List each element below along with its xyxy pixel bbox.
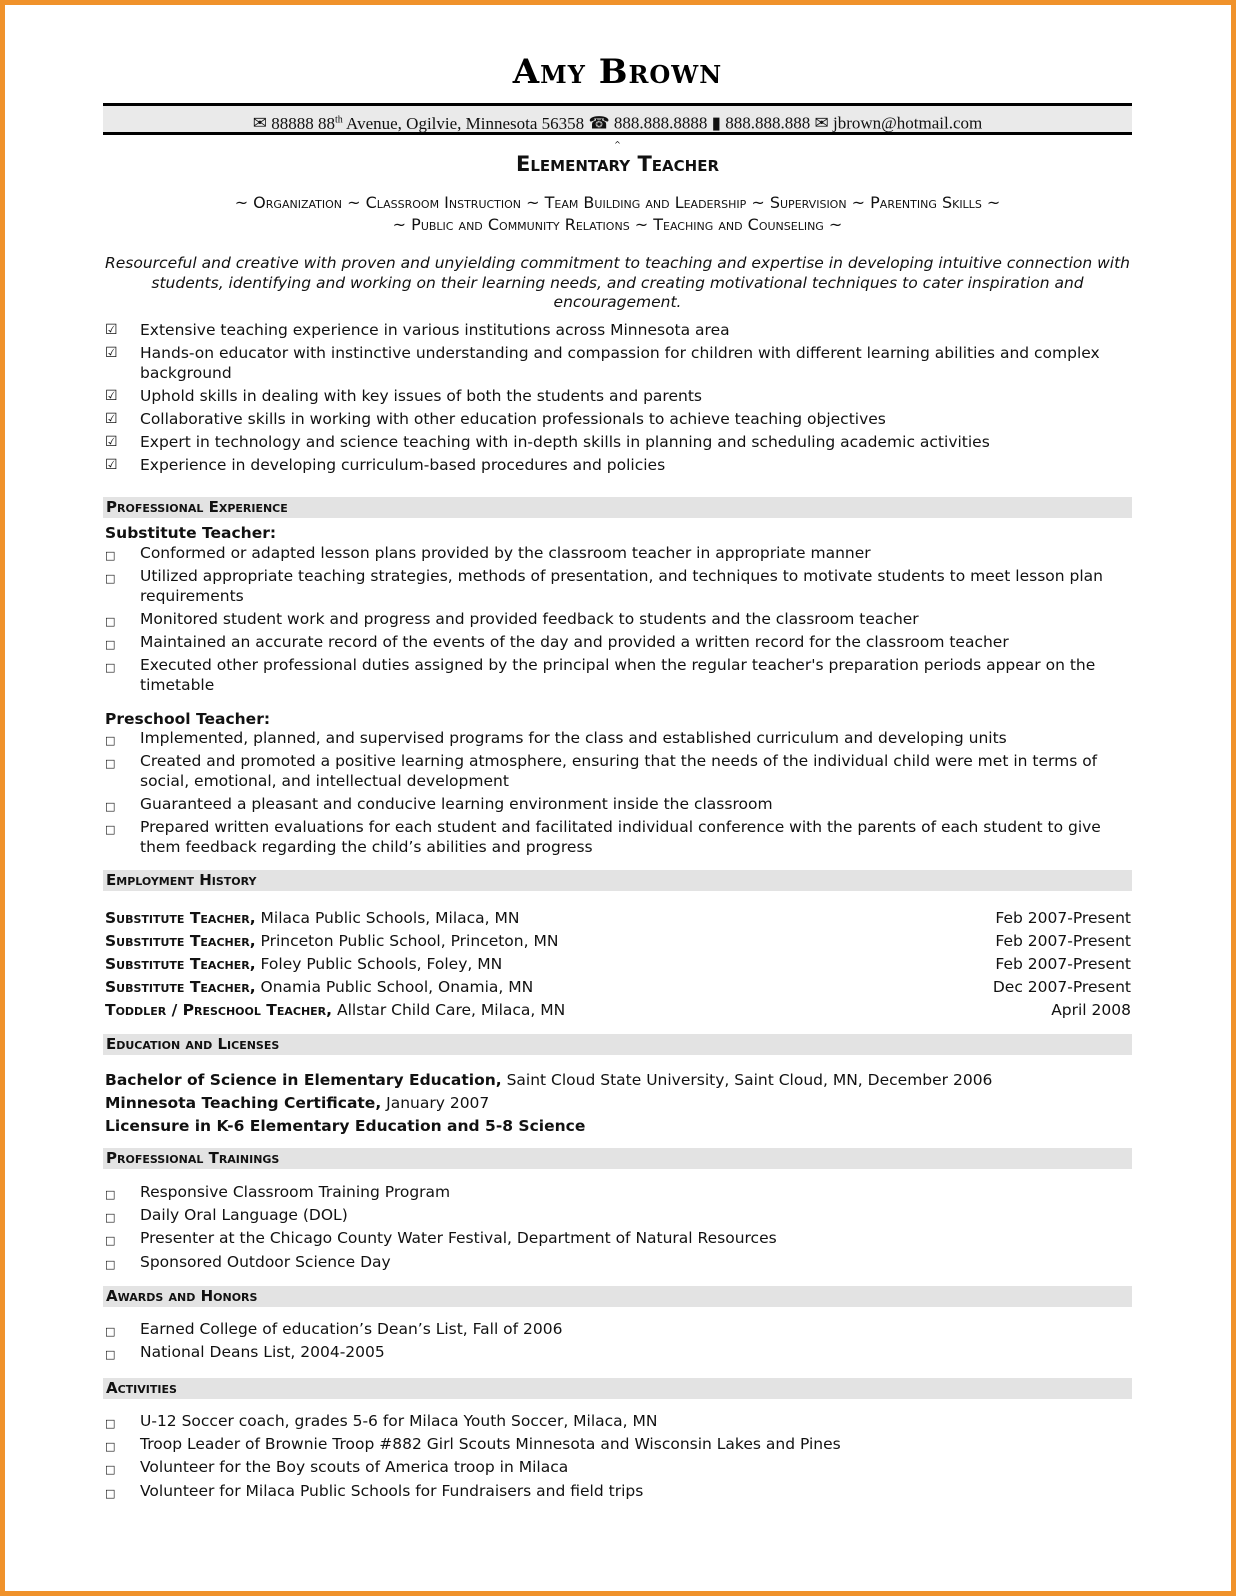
candidate-name: Amy Brown	[512, 52, 723, 92]
employment-date: Feb 2007-Present	[995, 932, 1131, 950]
employment-date: April 2008	[1051, 1001, 1131, 1019]
activities-list	[103, 1412, 1132, 1505]
employment-row: Substitute Teacher, Foley Public Schools, Foley, MN Feb 2007-Present	[105, 955, 1131, 973]
list-item: ☑ Extensive teaching experience in various institutions across Minnesota area	[105, 321, 730, 339]
list-item: ☑ Experience in developing curriculum-based procedures and policies	[105, 456, 666, 475]
list-item: □ Sponsored Outdoor Science Day	[103, 1253, 1132, 1273]
bullet-box-icon: □	[105, 1234, 116, 1248]
section-heading-experience: Professional Experience	[103, 497, 1132, 518]
skills-summary	[103, 192, 1132, 236]
bullet-box-icon: □	[105, 1348, 116, 1362]
employment-row: Substitute Teacher, Milaca Public Schools, Milaca, MN Feb 2007-Present	[105, 909, 1131, 927]
employment-row: Substitute Teacher, Onamia Public School, Onamia, MN Dec 2007-Present	[105, 978, 1131, 996]
bullet-box-icon: □	[105, 1188, 116, 1201]
employment-row: Substitute Teacher, Princeton Public School, Princeton, MN Feb 2007-Present	[105, 932, 1131, 950]
list-item: □ Volunteer for Milaca Public Schools for Fundraisers and field trips	[103, 1482, 1132, 1502]
employment-date: Dec 2007-Present	[992, 978, 1131, 996]
bullet-box-icon: □	[105, 1463, 116, 1477]
checkbox-icon: ☑	[105, 457, 118, 474]
substitute-duties-list	[103, 544, 1132, 699]
bullet-box-icon: □	[105, 799, 116, 813]
list-item: □ Created and promoted a positive learning atmosphere, ensuring that the needs of the individual child were met in terms of social, emotional, and intellectual development	[105, 752, 1098, 790]
list-item: □ Volunteer for the Boy scouts of America troop in Milaca	[103, 1458, 1132, 1478]
skills-line: ~ Public and Community Relations ~ Teaching and Counseling ~	[392, 215, 843, 234]
bullet-box-icon: □	[105, 1211, 116, 1225]
bullet-box-icon: □	[105, 1325, 116, 1338]
list-item: ☑ Collaborative skills in working with other education professionals to achieve teaching objectives	[105, 410, 886, 429]
list-item: ☑ Uphold skills in dealing with key issues of both the students and parents	[105, 386, 702, 405]
list-item: □ Implemented, planned, and supervised programs for the class and established curriculum and developing units	[103, 729, 1132, 749]
list-item: □ Responsive Classroom Training Program	[103, 1183, 1132, 1203]
list-item: ☑ Expert in technology and science teaching with in-depth skills in planning and scheduling academic activities	[105, 433, 990, 452]
bullet-box-icon: □	[105, 1440, 116, 1454]
list-item: □ Prepared written evaluations for each student and facilitated individual conference with the parents of each student to give them feedback regarding the child’s abilities and progress	[105, 818, 1101, 856]
subheading-substitute: Substitute Teacher:	[105, 524, 277, 542]
list-item: □ Presenter at the Chicago County Water Festival, Department of Natural Resources	[103, 1229, 1132, 1249]
caret-mark: ^	[614, 140, 621, 149]
bullet-box-icon: □	[105, 1486, 116, 1500]
employment-date: Feb 2007-Present	[995, 909, 1131, 927]
bullet-box-icon: □	[105, 638, 116, 652]
employment-row: Toddler / Preschool Teacher, Allstar Child Care, Milaca, MN April 2008	[105, 1001, 1131, 1019]
awards-list	[103, 1320, 1132, 1366]
preschool-duties-list	[103, 729, 1132, 861]
mobile-text: 888.888.888	[725, 113, 811, 133]
checkbox-icon: ☑	[105, 411, 118, 428]
telephone-icon: ☎	[588, 113, 610, 133]
address-text: 88888 88th Avenue, Ogilvie, Minnesota 56358	[271, 113, 585, 133]
bullet-box-icon: □	[105, 572, 116, 586]
phone-text: 888.888.8888	[613, 113, 708, 133]
education-entry: Licensure in K-6 Elementary Education and 5-8 Science	[105, 1117, 586, 1135]
highlights-list	[103, 321, 1132, 480]
list-item: □ Conformed or adapted lesson plans provided by the classroom teacher in appropriate manner	[103, 544, 1132, 564]
checkbox-icon: ☑	[105, 387, 118, 404]
list-item: □ Earned College of education’s Dean’s List, Fall of 2006	[103, 1320, 1132, 1340]
list-item: □ Monitored student work and progress and provided feedback to students and the classroom teacher	[103, 610, 1132, 630]
bullet-box-icon: □	[105, 823, 116, 837]
job-title: Elementary Teacher	[516, 152, 719, 176]
education-entry: Minnesota Teaching Certificate, January 2007	[105, 1094, 490, 1112]
profile-summary: Resourceful and creative with proven and unyielding commitment to teaching and expertise in developing intuitive connection with students, identifying and working on their learning needs, and creating motivational techniques to cater inspiration and encouragement.	[104, 254, 1131, 311]
list-item: □ U-12 Soccer coach, grades 5-6 for Milaca Youth Soccer, Milaca, MN	[103, 1412, 1132, 1432]
checkbox-icon: ☑	[105, 322, 118, 338]
section-heading-trainings: Professional Trainings	[103, 1148, 1132, 1169]
section-heading-activities: Activities	[103, 1378, 1132, 1399]
bullet-box-icon: □	[105, 661, 116, 675]
section-heading-awards: Awards and Honors	[103, 1286, 1132, 1307]
education-entry: Bachelor of Science in Elementary Education, Saint Cloud State University, Saint Cloud, MN, December 2006	[105, 1071, 993, 1089]
mobile-phone-icon: ▮	[711, 113, 721, 133]
mailbox-icon: ✉	[252, 113, 267, 133]
bullet-box-icon: □	[105, 734, 116, 747]
bullet-box-icon: □	[105, 1417, 116, 1430]
bullet-box-icon: □	[105, 1257, 116, 1271]
list-item: □ Daily Oral Language (DOL)	[103, 1206, 1132, 1226]
skills-line: ~ Organization ~ Classroom Instruction ~ Team Building and Leadership ~ Supervision ~ Parenting Skills ~	[234, 193, 1001, 212]
list-item: □ Executed other professional duties assigned by the principal when the regular teacher's preparation periods appear on the timetable	[105, 656, 1096, 694]
list-item: □ National Deans List, 2004-2005	[103, 1343, 1132, 1363]
list-item: ☑ Hands-on educator with instinctive understanding and compassion for children with different learning abilities and complex background	[105, 344, 1100, 382]
checkbox-icon: ☑	[105, 345, 118, 362]
list-item: □ Utilized appropriate teaching strategies, methods of presentation, and techniques to motivate students to meet lesson plan requirements	[105, 567, 1103, 605]
trainings-list	[103, 1183, 1132, 1276]
subheading-preschool: Preschool Teacher:	[105, 710, 271, 728]
email-link[interactable]: jbrown@hotmail.com	[832, 113, 983, 133]
list-item: □ Guaranteed a pleasant and conducive learning environment inside the classroom	[103, 795, 1132, 815]
envelope-icon: ✉	[814, 113, 829, 133]
section-heading-education: Education and Licenses	[103, 1034, 1132, 1055]
bullet-box-icon: □	[105, 549, 116, 562]
checkbox-icon: ☑	[105, 434, 118, 451]
bullet-box-icon: □	[105, 614, 116, 628]
bullet-box-icon: □	[105, 757, 116, 771]
employment-date: Feb 2007-Present	[995, 955, 1131, 973]
section-heading-employment: Employment History	[103, 870, 1132, 891]
list-item: □ Maintained an accurate record of the events of the day and provided a written record for the classroom teacher	[103, 633, 1132, 653]
list-item: □ Troop Leader of Brownie Troop #882 Girl Scouts Minnesota and Wisconsin Lakes and Pines	[103, 1435, 1132, 1455]
contact-bar	[103, 103, 1132, 135]
